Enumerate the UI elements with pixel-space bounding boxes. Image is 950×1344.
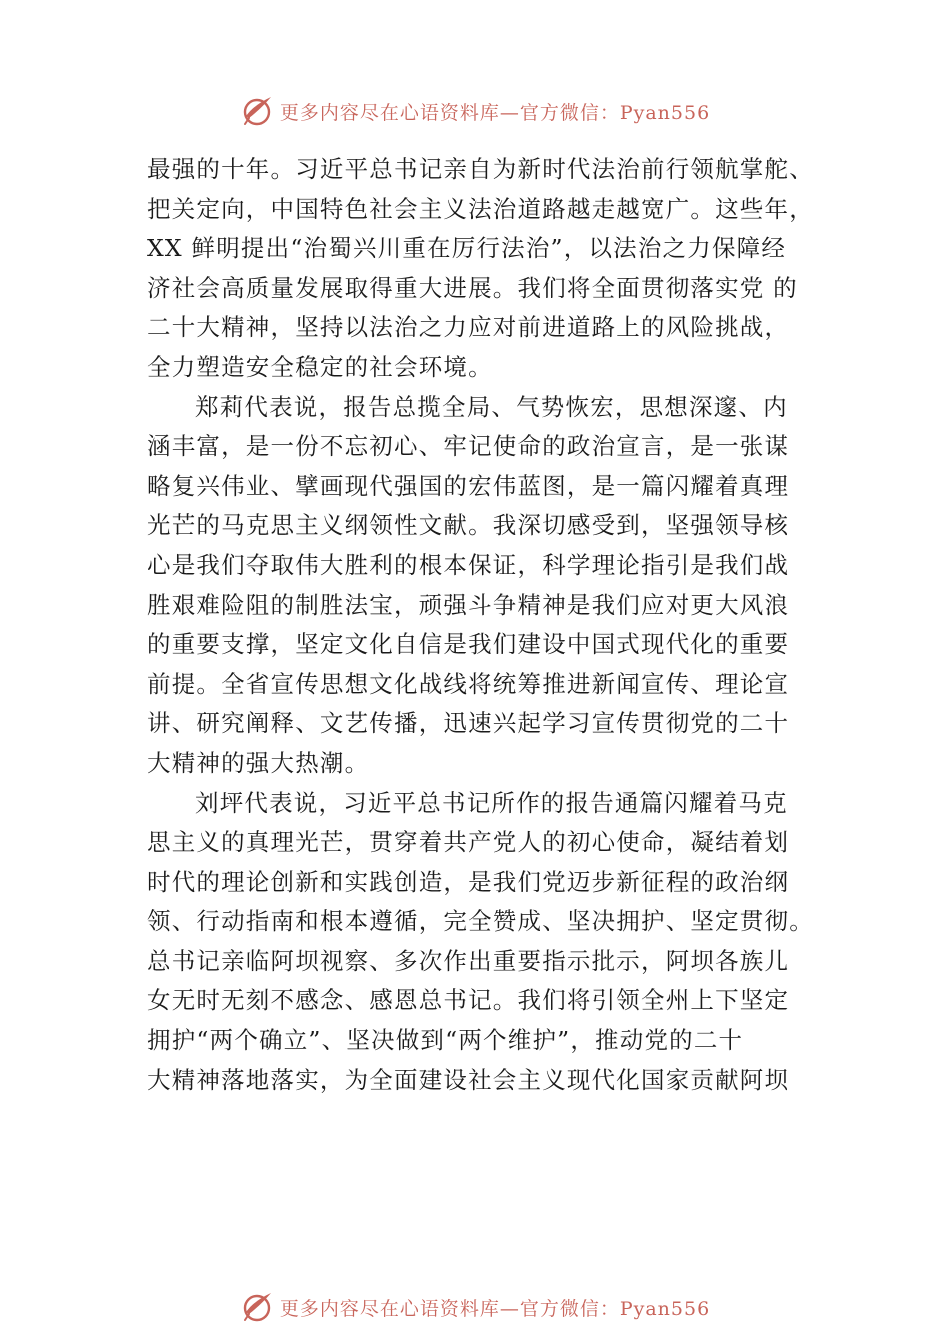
text-line: 的重要支撑，坚定文化自信是我们建设中国式现代化的重要 (147, 630, 790, 659)
text-line: 前提。全省宣传思想文化战线将统筹推进新闻宣传、理论宣 (147, 669, 790, 698)
text-line: 全力塑造安全稳定的社会环境。 (147, 352, 493, 381)
text-line: 最强的十年。习近平总书记亲自为新时代法治前行领航掌舵、 (147, 155, 814, 183)
footer-text: 更多内容尽在心语资料库—官方微信：Pyan556 (279, 1297, 711, 1320)
footer-banner (0, 1290, 950, 1324)
feather-quill-circle-icon (240, 94, 274, 128)
text-line: 领、行动指南和根本遵循，完全赞成、坚决拥护、坚定贯彻。 (147, 907, 814, 936)
text-line: 大精神的强大热潮。 (147, 748, 370, 777)
text-line: 大精神落地落实，为全面建设社会主义现代化国家贡献阿坝 (147, 1065, 790, 1094)
text-line: 时代的理论创新和实践创造，是我们党迈步新征程的政治纲 (147, 867, 790, 896)
text-line: XX 鲜明提出“治蜀兴川重在厉行法治”，以法治之力保障经 (147, 234, 787, 263)
text-line: 胜艰难险阻的制胜法宝，顽强斗争精神是我们应对更大风浪 (147, 590, 790, 619)
text-line: 济社会高质量发展取得重大进展。我们将全面贯彻落实党 的 (147, 273, 798, 302)
header-banner (0, 94, 950, 128)
text-line: 把关定向，中国特色社会主义法治道路越走越宽广。这些年， (147, 194, 814, 223)
text-line: 光芒的马克思主义纲领性文献。我深切感受到，坚强领导核 (147, 511, 790, 540)
text-line: 拥护“两个确立”、坚决做到“两个维护”，推动党的二十 (147, 1026, 744, 1055)
text-line: 女无时无刻不感念、感恩总书记。我们将引领全州上下坚定 (147, 986, 790, 1015)
text-line: 略复兴伟业、擘画现代强国的宏伟蓝图，是一篇闪耀着真理 (147, 471, 790, 500)
text-line: 郑莉代表说，报告总揽全局、气势恢宏，思想深邃、内 (195, 392, 788, 421)
feather-quill-circle-icon (240, 1290, 274, 1324)
text-line: 思主义的真理光芒，贯穿着共产党人的初心使命，凝结着划 (147, 828, 790, 857)
text-line: 涵丰富，是一份不忘初心、牢记使命的政治宣言，是一张谋 (147, 432, 790, 461)
header-text: 更多内容尽在心语资料库—官方微信：Pyan556 (279, 101, 711, 124)
text-line: 刘坪代表说，习近平总书记所作的报告通篇闪耀着马克 (195, 788, 788, 817)
document-body (147, 150, 837, 1100)
text-line: 二十大精神，坚持以法治之力应对前进道路上的风险挑战， (147, 313, 790, 342)
text-line: 心是我们夺取伟大胜利的根本保证，科学理论指引是我们战 (147, 550, 790, 579)
text-line: 总书记亲临阿坝视察、多次作出重要指示批示，阿坝各族儿 (147, 946, 790, 975)
text-line: 讲、研究阐释、文艺传播，迅速兴起学习宣传贯彻党的二十 (147, 709, 790, 738)
